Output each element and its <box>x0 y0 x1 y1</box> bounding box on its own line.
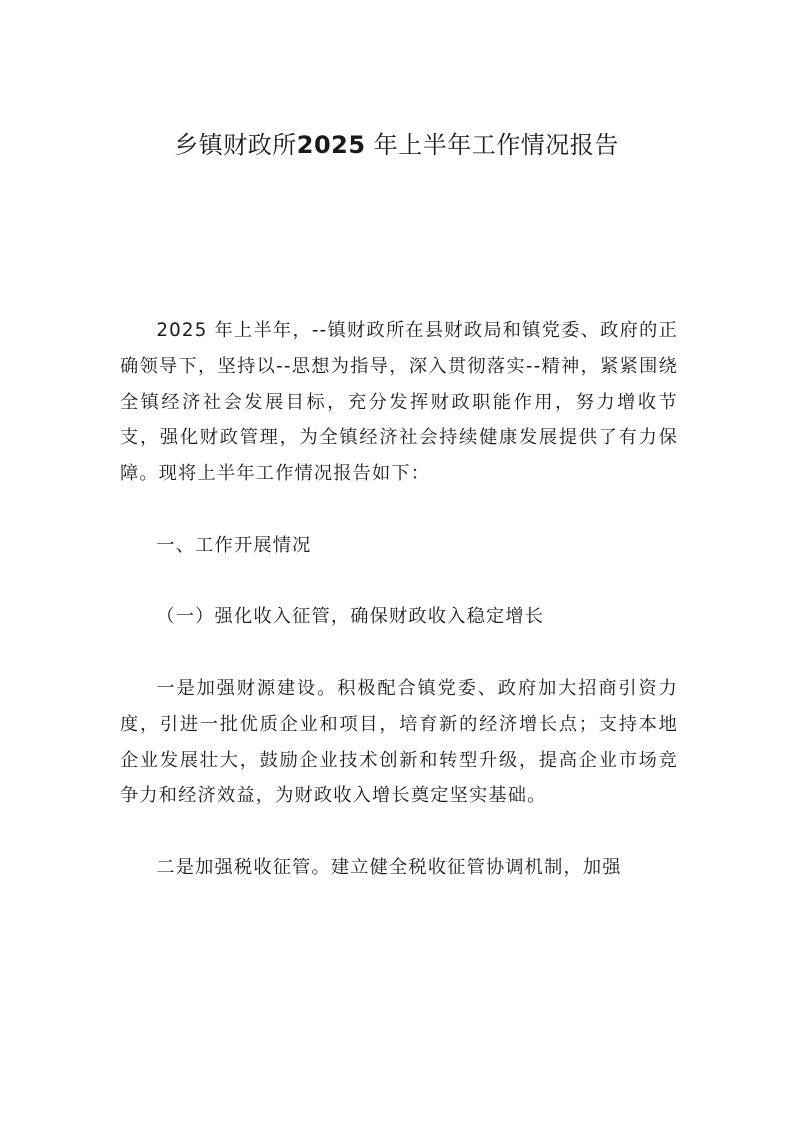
title-year: 2025 <box>296 131 366 159</box>
document-title <box>0 127 793 163</box>
section-heading: 一、工作开展情况 <box>156 534 312 556</box>
body-paragraph: 一是加强财源建设。积极配合镇党委、政府加大招商引资力度，引进一批优质企业和项目，培育新的经济增长点；支持本地企业发展壮大，鼓励企业技术创新和转型升级，提高企业市场竞争力和经济效益，为财政收入增长奠定坚实基础。 <box>120 677 678 807</box>
intro-paragraph: 2025 年上半年，--镇财政所在县财政局和镇党委、政府的正确领导下，坚持以--思想为指导，深入贯彻落实--精神，紧紧围绕全镇经济社会发展目标，充分发挥财政职能作用，努力增收节支，强化财政管理，为全镇经济社会持续健康发展提供了有力保障。现将上半年工作情况报告如下： <box>120 320 678 485</box>
body-paragraph: 二是加强税收征管。建立健全税收征管协调机制，加强 <box>156 856 622 878</box>
subsection-heading: （一）强化收入征管，确保财政收入稳定增长 <box>156 606 545 628</box>
title-suffix: 年上半年工作情况报告 <box>365 131 619 159</box>
title-prefix: 乡镇财政所 <box>174 131 297 159</box>
document-body <box>120 313 678 886</box>
